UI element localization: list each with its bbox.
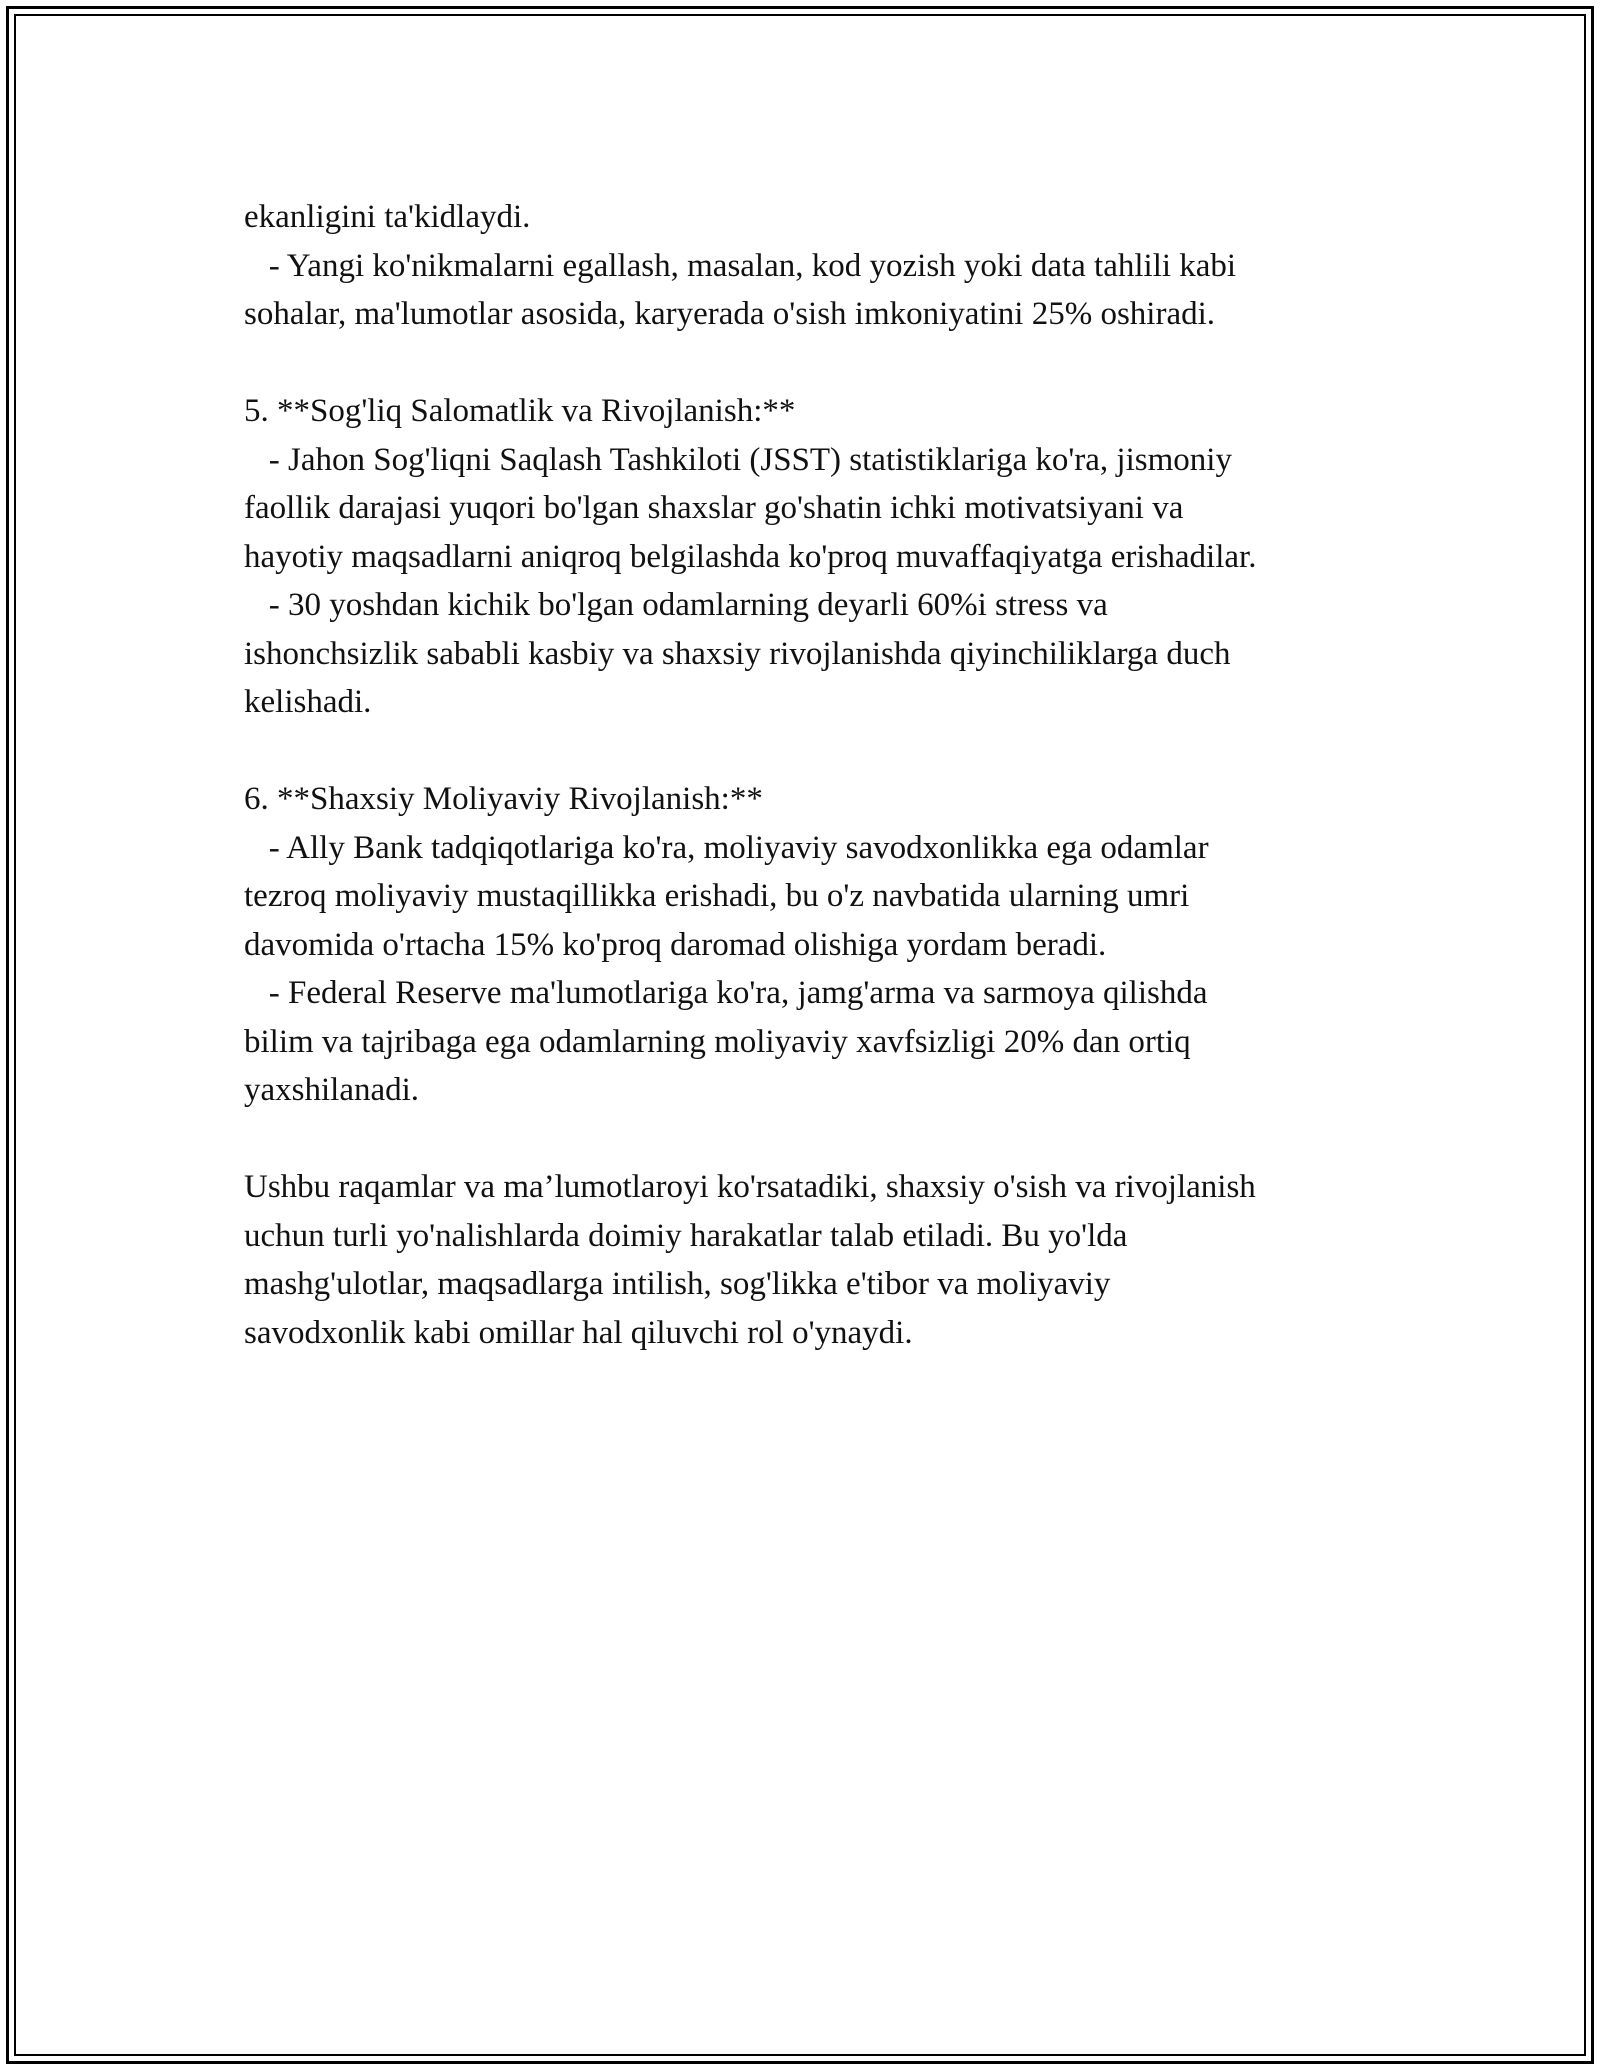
document-body (244, 193, 1384, 1357)
text-line: kelishadi. (244, 684, 372, 720)
text-line: - Jahon Sog'liqni Saqlash Tashkiloti (JSST) statistiklariga ko'ra, jismoniy (244, 441, 1232, 478)
conclusion-line: mashg'ulotlar, maqsadlarga intilish, sog'likka e'tibor va moliyaviy (244, 1266, 1111, 1302)
section-heading-6: 6. **Shaxsiy Moliyaviy Rivojlanish:** (244, 781, 763, 817)
conclusion-line: savodxonlik kabi omillar hal qiluvchi rol o'ynaydi. (244, 1314, 913, 1351)
conclusion-line: uchun turli yo'nalishlarda doimiy harakatlar talab etiladi. Bu yo'lda (244, 1217, 1128, 1254)
section-heading-5: 5. **Sog'liq Salomatlik va Rivojlanish:** (244, 393, 796, 429)
blank-line (244, 1115, 1384, 1164)
text-line: yaxshilanadi. (244, 1072, 420, 1108)
text-line: - Yangi ko'nikmalarni egallash, masalan, kod yozish yoki data tahlili kabi (244, 247, 1237, 284)
text-line: faollik darajasi yuqori bo'lgan shaxslar go'shatin ichki motivatsiyani va (244, 490, 1184, 526)
text-line: bilim va tajribaga ega odamlarning moliyaviy xavfsizligi 20% dan ortiq (244, 1023, 1191, 1060)
text-line: hayotiy maqsadlarni aniqroq belgilashda ko'proq muvaffaqiyatga erishadilar. (244, 538, 1257, 575)
blank-line (244, 339, 1384, 388)
text-line: - Ally Bank tadqiqotlariga ko'ra, moliyaviy savodxonlikka ega odamlar (244, 829, 1209, 866)
text-line: sohalar, ma'lumotlar asosida, karyerada o'sish imkoniyatini 25% oshiradi. (244, 296, 1216, 332)
conclusion-line: Ushbu raqamlar va ma’lumotlaroyi ko'rsatadiki, shaxsiy o'sish va rivojlanish (244, 1169, 1256, 1205)
text-line: davomida o'rtacha 15% ko'proq daromad olishiga yordam beradi. (244, 926, 1107, 963)
text-line: ishonchsizlik sababli kasbiy va shaxsiy rivojlanishda qiyinchiliklarga duch (244, 635, 1231, 672)
blank-line (244, 727, 1384, 776)
page-border (6, 6, 1594, 2064)
text-line: - Federal Reserve ma'lumotlariga ko'ra, jamg'arma va sarmoya qilishda (244, 975, 1208, 1011)
text-line: ekanligini ta'kidlaydi. (244, 199, 531, 235)
text-line: - 30 yoshdan kichik bo'lgan odamlarning deyarli 60%i stress va (244, 587, 1108, 623)
text-line: tezroq moliyaviy mustaqillikka erishadi, bu o'z navbatida ularning umri (244, 878, 1190, 914)
